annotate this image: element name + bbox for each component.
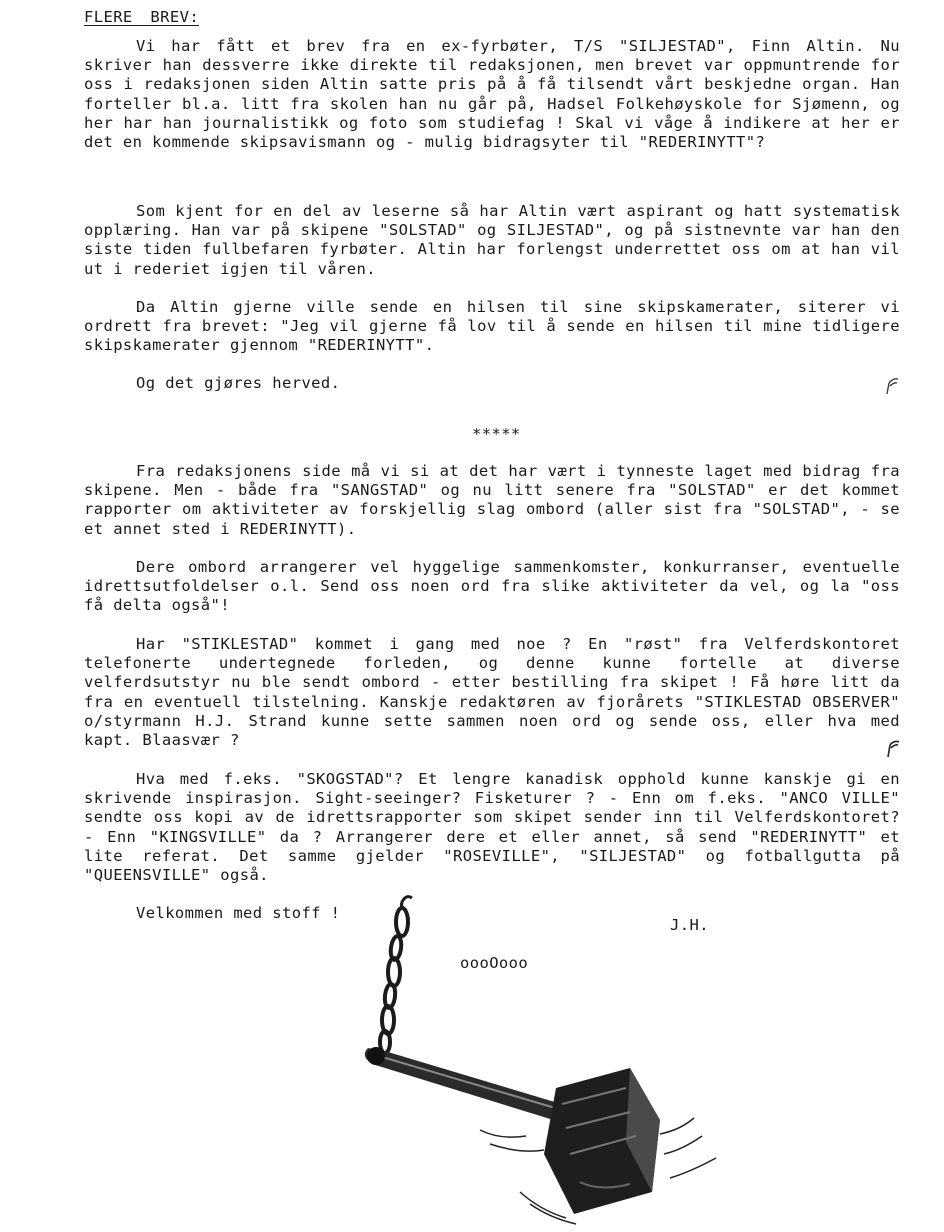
signature: J.H. [670, 916, 709, 934]
chain-icon [380, 897, 412, 1053]
anchor-head [544, 1068, 660, 1214]
section-break: ***** [472, 425, 521, 443]
heading: FLERE BREV: [84, 8, 200, 26]
separator: oooOooo [460, 954, 529, 972]
paragraph-altin-greeting: Da Altin gjerne ville sende en hilsen til sine skipskamerater, siterer vi ordrett fra brevet: "Jeg vil gjerne få lov til å sende en hilsen til mine tidligere skipskamerater gjennom "REDERINYTT". [84, 298, 910, 355]
margin-mark-icon [884, 374, 900, 396]
margin-mark-icon [884, 737, 900, 759]
paragraph-stiklestad: Har "STIKLESTAD" kommet i gang med noe ? En "røst" fra Velferdskontoret telefonerte undertegnede forleden, og denne kunne fortelle at diverse velferdsutstyr nu ble sendt ombord - etter bestilling fra skipet ! Få høre litt da fra en eventuell tilstelning. Kanskje redaktøren av fjorårets "STIKLESTAD OBSERVER" o/styrmann H.J. Strand kunne sette sammen noen ord og sende oss, eller hva med kapt. Blaasvær ? [84, 635, 910, 750]
paragraph-altin-background: Som kjent for en del av leserne så har Altin vært aspirant og hatt systematisk opplæring. Han var på skipene "SOLSTAD" og SILJESTAD", og på sistnevnte var han den siste tiden fullbefaren fyrbøter. Altin har forlengst underrettet oss om at han vil ut i rederiet igjen til våren. [84, 202, 910, 278]
anchor-chain-illustration [330, 892, 760, 1228]
paragraph-done-hereby: Og det gjøres herved. [136, 374, 341, 392]
paragraph-skogstad: Hva med f.eks. "SKOGSTAD"? Et lengre kanadisk opphold kunne kanskje gi en skrivende inspirasjon. Sight-seeinger? Fisketurer ? - Enn om f.eks. "ANCO VILLE" sendte oss kopi av de idrettsrapporter som skipet sender inn til Velferdskontoret? - Enn "KINGSVILLE" da ? Arrangerer dere et eller annet, så send "REDERINYTT" et lite referat. Det samme gjelder "ROSEVILLE", "SILJESTAD" og fotballgutta på "QUEENSVILLE" også. [84, 770, 910, 885]
closing-line: Velkommen med stoff ! [136, 904, 341, 922]
anchor-shank [365, 1047, 568, 1122]
paragraph-editorial-contributions: Fra redaksjonens side må vi si at det har vært i tynneste laget med bidrag fra skipene. Men - både fra "SANGSTAD" og nu litt senere fra "SOLSTAD" er det kommet rapporter om aktiviteter av forskjellig slag ombord (aller sist fra "SOLSTAD", - se et annet sted i REDERINYTT). [84, 462, 910, 538]
paragraph-altin-letter: Vi har fått et brev fra en ex-fyrbøter, T/S "SILJESTAD", Finn Altin. Nu skriver han dessverre ikke direkte til redaksjonen, men brevet var oppmuntrende for oss i redaksjonen siden Altin satte pris på å få tilsendt vårt beskjedne organ. Han forteller bl.a. litt fra skolen han nu går på, Hadsel Folkehøyskole for Sjømenn, og her har han journalistikk og foto som studiefag ! Skal vi våge å indikere at her er det en kommende skipsavismann og - mulig bidragsyter til "REDERINYTT"? [84, 37, 910, 152]
paragraph-activities-onboard: Dere ombord arrangerer vel hyggelige sammenkomster, konkurranser, eventuelle idrettsutfoldelser o.l. Send oss noen ord fra slike aktiviteter da vel, og la "oss få delta også"! [84, 558, 910, 615]
